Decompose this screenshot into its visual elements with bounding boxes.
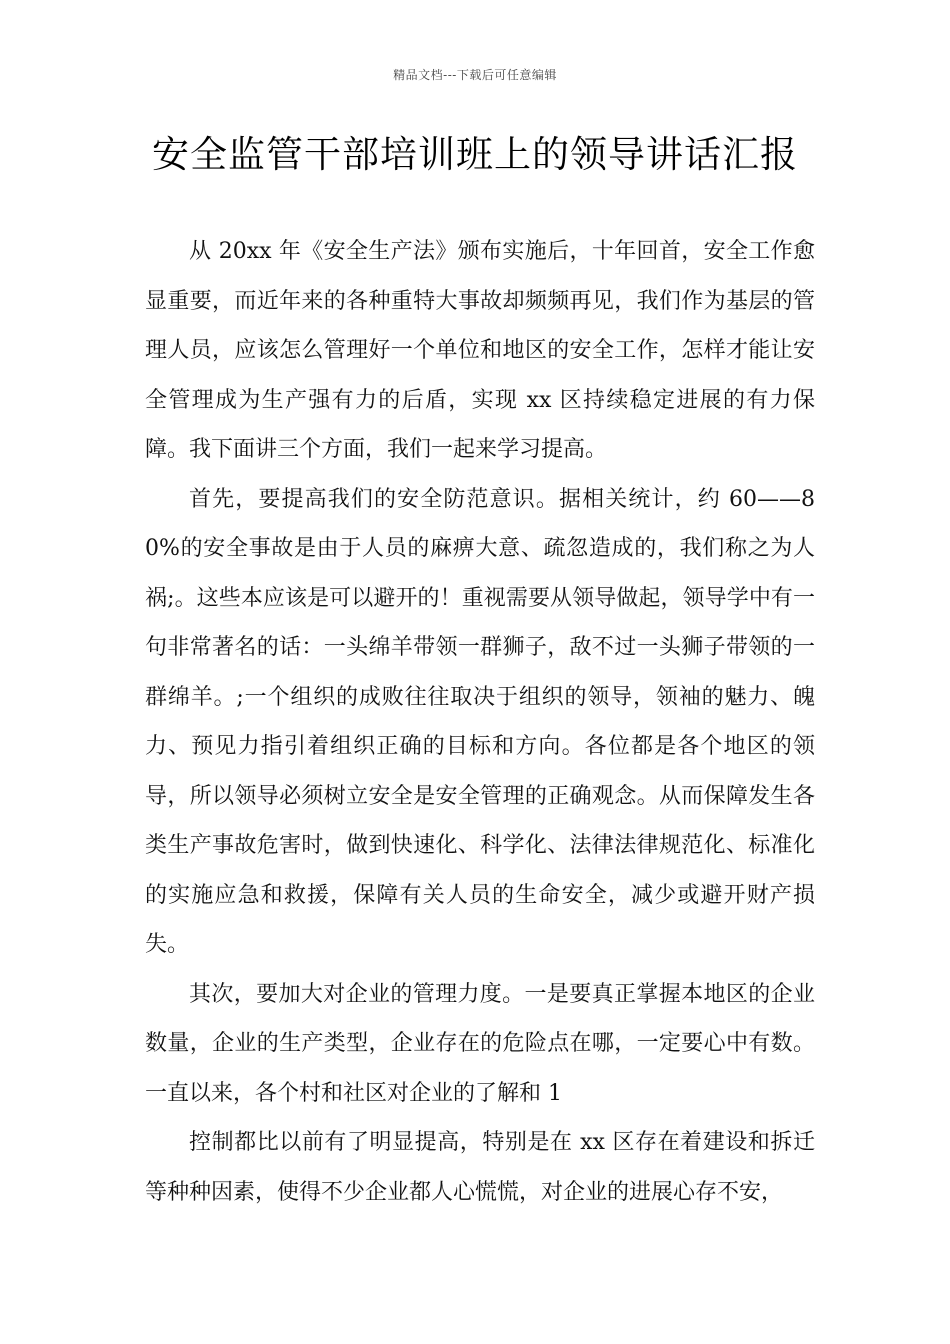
paragraph: 其次，要加大对企业的管理力度。一是要真正掌握本地区的企业数量，企业的生产类型，企业存在的危险点在哪，一定要心中有数。一直以来，各个村和社区对企业的了解和 1 (145, 981, 815, 1106)
document-body (145, 227, 815, 1217)
paragraph: 控制都比以前有了明显提高，特别是在 xx 区存在着建设和拆迁等种种因素，使得不少企业都人心慌慌，对企业的进展心存不安， (145, 1130, 815, 1205)
header-note: 精品文档---下载后可任意编辑 (393, 68, 557, 82)
document-title: 安全监管干部培训班上的领导讲话汇报 (152, 133, 798, 176)
paragraph: 从 20xx 年《安全生产法》颁布实施后，十年回首，安全工作愈显重要，而近年来的各种重特大事故却频频再见，我们作为基层的管理人员，应该怎么管理好一个单位和地区的安全工作，怎样才能让安全管理成为生产强有力的后盾，实现 xx 区持续稳定进展的有力保障。我下面讲三个方面，我们一起来学习提高。 (145, 239, 815, 462)
paragraph: 首先，要提高我们的安全防范意识。据相关统计，约 60——80%的安全事故是由于人员的麻痹大意、疏忽造成的，我们称之为人祸;。这些本应该是可以避开的！重视需要从领导做起，领导学中有一句非常著名的话：一头绵羊带领一群狮子，敌不过一头狮子带领的一群绵羊。;一个组织的成败往往取决于组织的领导，领袖的魅力、魄力、预见力指引着组织正确的目标和方向。各位都是各个地区的领导，所以领导必须树立安全是安全管理的正确观念。从而保障发生各类生产事故危害时，做到快速化、科学化、法律法律规范化、标准化的实施应急和救援，保障有关人员的生命安全，减少或避开财产损失。 (145, 486, 815, 957)
